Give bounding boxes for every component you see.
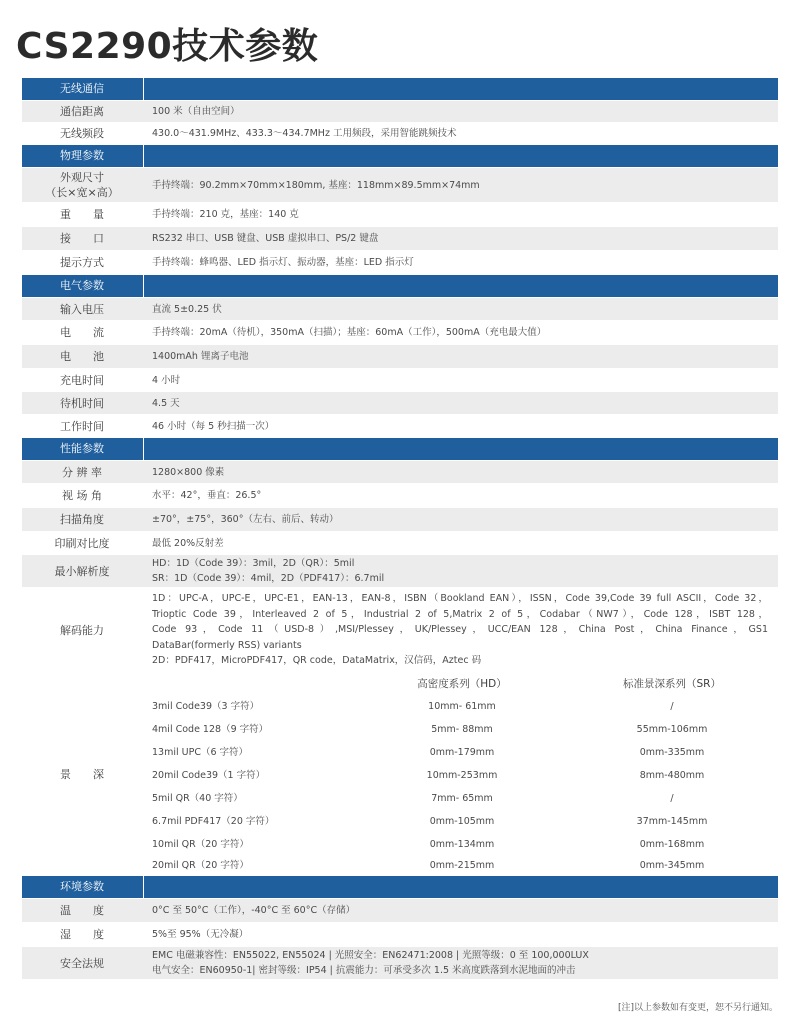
spec-row xyxy=(22,168,778,202)
spec-row xyxy=(22,947,778,979)
depth-sr: 0mm-168mm xyxy=(639,839,705,850)
spec-value: 4 小时 xyxy=(152,374,181,386)
spec-row xyxy=(22,345,778,368)
spec-row xyxy=(22,227,778,250)
spec-value: 手持终端：20mA（待机），350mA（扫描）；基座：60mA（工作），500mA（充电最大值） xyxy=(152,327,547,338)
spec-value: 1D：UPC-A，UPC-E，UPC-E1，EAN-13，EAN-8，ISBN（Bookland EAN），ISSN，Code 39,Code 39 full ASCII，Code 32， xyxy=(152,593,768,605)
section-label: 物理参数 xyxy=(60,149,104,162)
spec-row xyxy=(22,251,778,274)
spec-row xyxy=(22,415,778,437)
spec-key: 视 场 角 xyxy=(62,489,102,502)
spec-row xyxy=(22,484,778,507)
depth-row xyxy=(22,719,778,741)
depth-hd: 0mm-134mm xyxy=(429,839,495,850)
spec-row xyxy=(22,923,778,946)
spec-value: 430.0～431.9MHz、433.3～434.7MHz 工用频段，采用智能跳频技术 xyxy=(152,128,457,139)
depth-row xyxy=(22,696,778,718)
spec-key: 输入电压 xyxy=(60,302,104,316)
depth-col-header-hd: 高密度系列（HD） xyxy=(417,678,507,690)
depth-of-field-table xyxy=(22,673,778,875)
spec-key: 工作时间 xyxy=(60,419,104,433)
spec-value: 手持终端：蜂鸣器、LED 指示灯、振动器，基座：LED 指示灯 xyxy=(152,257,414,268)
depth-sr: / xyxy=(670,701,674,712)
depth-hd: 7mm- 65mm xyxy=(431,793,493,804)
depth-hd: 0mm-105mm xyxy=(429,816,495,827)
spec-key: 印刷对比度 xyxy=(54,536,110,550)
depth-hd: 0mm-215mm xyxy=(429,860,495,871)
depth-row xyxy=(22,788,778,810)
spec-key: 无线频段 xyxy=(60,127,104,140)
spec-key: 湿 度 xyxy=(60,928,104,941)
depth-sr: 0mm-345mm xyxy=(639,860,705,871)
spec-value: 电气安全：EN60950-1| 密封等级：IP54 | 抗震能力：可承受多次 1.5 米高度跌落到水泥地面的冲击 xyxy=(152,965,576,976)
spec-key: 电 池 xyxy=(60,350,104,363)
spec-key: 景 深 xyxy=(60,768,104,781)
spec-value: SR：1D（Code 39）：4mil，2D（PDF417）：6.7mil xyxy=(152,573,385,584)
spec-value: 手持终端：210 克，基座：140 克 xyxy=(152,209,299,220)
spec-key: 电 流 xyxy=(60,326,104,339)
spec-value: RS232 串口、USB 键盘、USB 虚拟串口、PS/2 键盘 xyxy=(152,233,379,244)
depth-code: 20mil Code39（1 字符） xyxy=(152,770,266,781)
depth-hd: 10mm- 61mm xyxy=(428,701,496,712)
spec-value: 46 小时（每 5 秒扫描一次） xyxy=(152,420,275,432)
spec-key: 解码能力 xyxy=(60,623,104,637)
section-label: 性能参数 xyxy=(60,442,104,455)
spec-row xyxy=(22,555,778,587)
spec-row xyxy=(22,123,778,144)
depth-code: 3mil Code39（3 字符） xyxy=(152,701,260,712)
spec-row xyxy=(22,588,778,672)
spec-row xyxy=(22,508,778,531)
spec-value: 1280×800 像素 xyxy=(152,466,225,478)
spec-key: 分 辨 率 xyxy=(62,465,102,479)
spec-key: 充电时间 xyxy=(60,373,104,387)
depth-row xyxy=(22,834,778,856)
spec-table xyxy=(22,77,778,979)
depth-sr: / xyxy=(670,793,674,804)
spec-value: 5%至 95%（无冷凝） xyxy=(152,929,249,940)
spec-value: ±70°，±75°，360°（左右、前后、转动） xyxy=(152,514,339,525)
depth-row xyxy=(22,765,778,787)
section-header-electrical xyxy=(22,275,778,297)
spec-key: 安全法规 xyxy=(60,956,104,970)
depth-sr: 8mm-480mm xyxy=(639,770,705,781)
spec-row xyxy=(22,461,778,483)
spec-row xyxy=(22,203,778,226)
spec-key: 待机时间 xyxy=(60,396,104,410)
depth-col-header-sr: 标准景深系列（SR） xyxy=(623,678,721,690)
spec-key: 外观尺寸 （长×宽×高） xyxy=(45,171,119,199)
depth-hd: 0mm-179mm xyxy=(429,747,495,758)
spec-key: 提示方式 xyxy=(60,256,104,269)
spec-value: Trioptic Code 39，Interleaved 2 of 5，Industrial 2 of 5,Matrix 2 of 5，Codabar（NW7），Code 128，ISBT 128， xyxy=(152,608,768,620)
depth-hd: 5mm- 88mm xyxy=(431,724,493,735)
section-header-physical xyxy=(22,145,778,167)
spec-value: 0°C 至 50°C（工作），-40°C 至 60°C（存储） xyxy=(152,905,356,916)
depth-code: 5mil QR（40 字符） xyxy=(152,793,243,804)
spec-row xyxy=(22,532,778,554)
depth-code: 13mil UPC（6 字符） xyxy=(152,747,249,758)
depth-row xyxy=(22,811,778,833)
spec-row xyxy=(22,298,778,320)
depth-code: 20mil QR（20 字符） xyxy=(152,860,249,871)
spec-key: 重 量 xyxy=(60,208,104,221)
spec-row xyxy=(22,899,778,922)
section-label: 电气参数 xyxy=(60,279,104,292)
spec-key: 通信距离 xyxy=(60,105,104,118)
spec-value: 手持终端：90.2mm×70mm×180mm, 基座：118mm×89.5mm×74mm xyxy=(152,179,480,191)
page-title: CS2290技术参数 xyxy=(16,26,319,67)
spec-key: 温 度 xyxy=(60,904,104,917)
depth-sr: 55mm-106mm xyxy=(636,724,708,735)
depth-code: 4mil Code 128（9 字符） xyxy=(152,724,269,735)
spec-value: 1400mAh 锂离子电池 xyxy=(152,351,249,362)
section-label: 无线通信 xyxy=(60,82,104,95)
depth-sr: 37mm-145mm xyxy=(636,816,708,827)
depth-sr: 0mm-335mm xyxy=(639,747,705,758)
spec-key: 最小解析度 xyxy=(54,564,110,578)
section-header-performance xyxy=(22,438,778,460)
spec-value: 直流 5±0.25 伏 xyxy=(152,303,222,315)
depth-code: 6.7mil PDF417（20 字符） xyxy=(152,816,275,827)
spec-value: 100 米（自由空间） xyxy=(152,106,240,117)
footnote: [注]以上参数如有变更，恕不另行通知。 xyxy=(617,1003,778,1013)
spec-row xyxy=(22,369,778,391)
depth-hd: 10mm-253mm xyxy=(426,770,498,781)
spec-value: 最低 20%反射差 xyxy=(152,537,224,549)
spec-key: 接 口 xyxy=(60,232,104,245)
depth-row xyxy=(22,742,778,764)
depth-row xyxy=(22,855,778,877)
spec-row xyxy=(22,101,778,122)
section-label: 环境参数 xyxy=(60,880,104,893)
section-header-environment xyxy=(22,876,778,898)
spec-row xyxy=(22,392,778,414)
section-header-wireless xyxy=(22,78,778,100)
depth-code: 10mil QR（20 字符） xyxy=(152,839,249,850)
spec-value: HD：1D（Code 39）：3mil，2D（QR）：5mil xyxy=(152,558,355,569)
spec-key: 扫描角度 xyxy=(60,513,104,526)
spec-value: 2D：PDF417，MicroPDF417，QR code，DataMatrix，汉信码，Aztec 码 xyxy=(152,655,482,667)
spec-row xyxy=(22,321,778,344)
spec-value: 水平：42°，垂直：26.5° xyxy=(152,490,262,501)
spec-value: 4.5 天 xyxy=(152,397,180,409)
spec-value: Code 93，Code 11（USD-8）,MSI/Plessey，UK/Plessey，UCC/EAN 128，China Post，China Finance，GS1 xyxy=(152,624,768,636)
spec-value: EMC 电磁兼容性：EN55022, EN55024 | 光照安全：EN62471:2008 | 光照等级：0 至 100,000LUX xyxy=(152,950,589,961)
spec-value: DataBar(formerly RSS) variants xyxy=(152,639,302,651)
